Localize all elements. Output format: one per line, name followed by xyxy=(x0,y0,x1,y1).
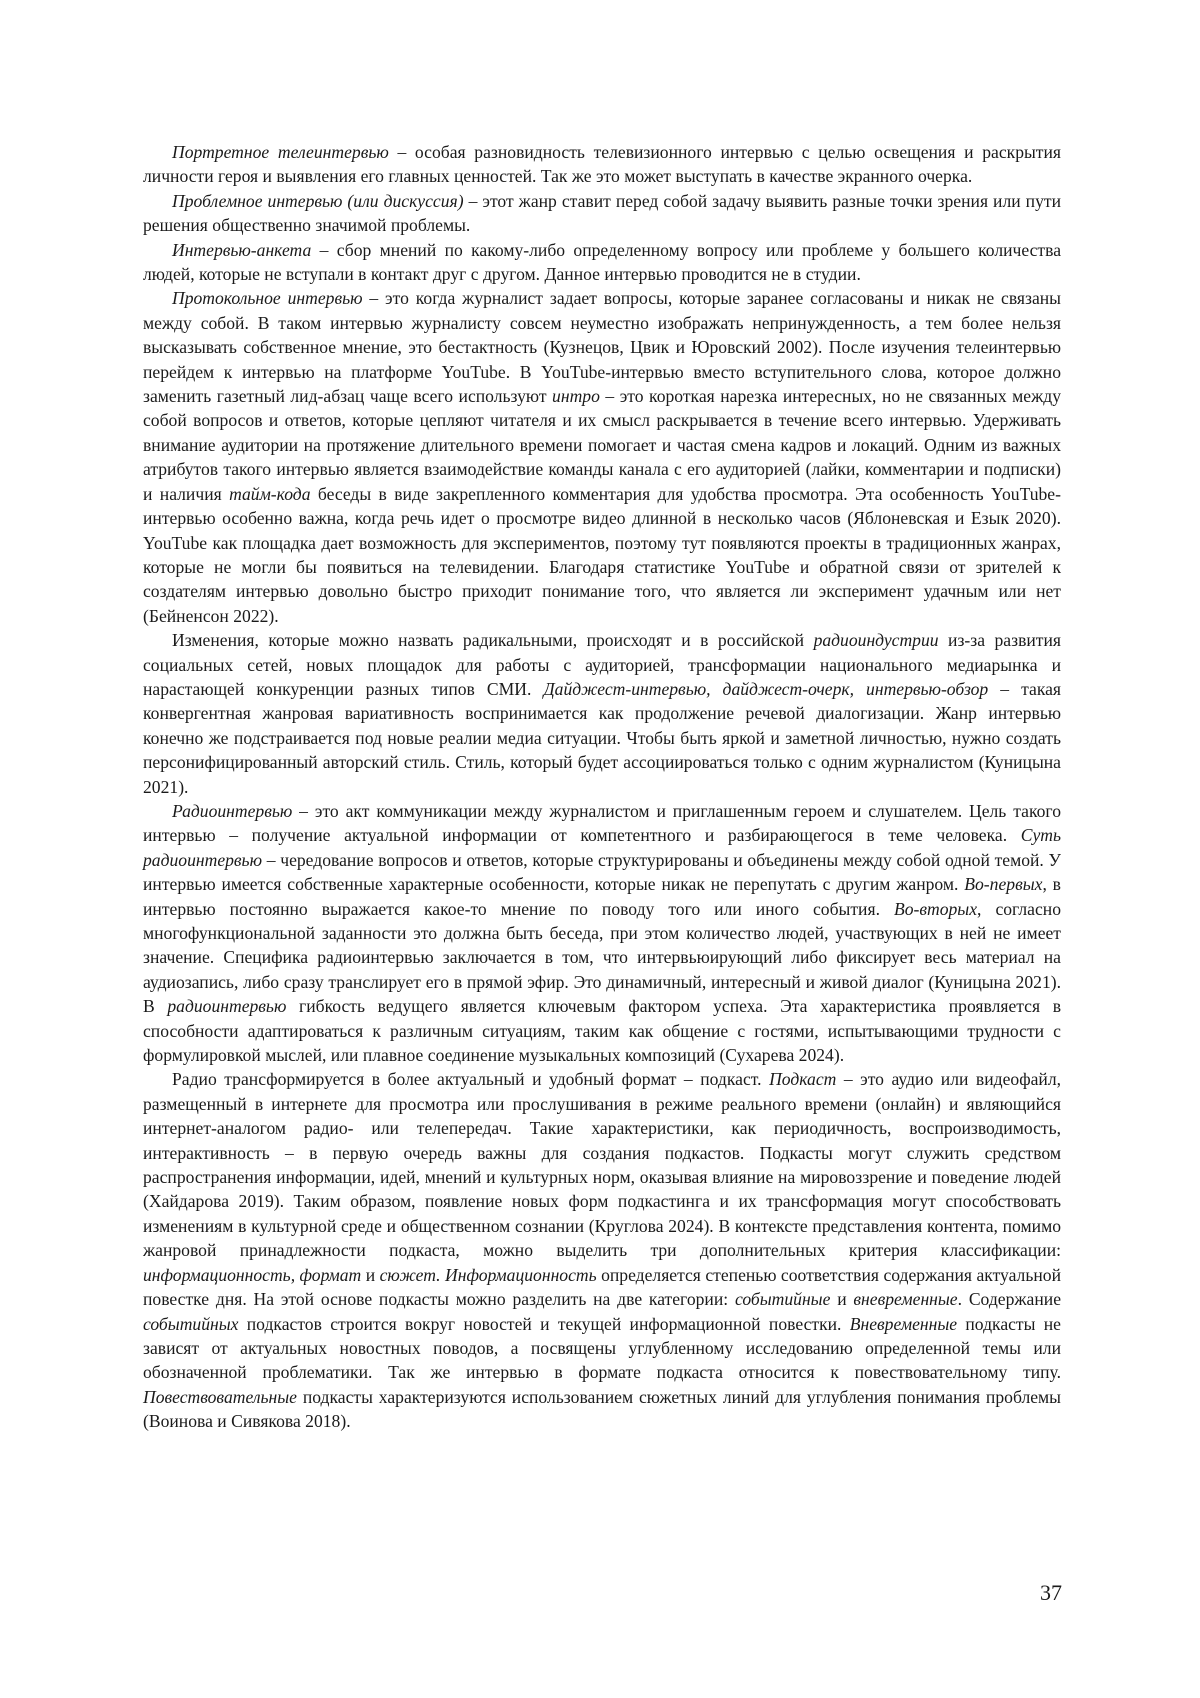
text-run: подкастов строится вокруг новостей и текущей информационной повестки. xyxy=(238,1313,850,1334)
page-body xyxy=(143,140,1061,1434)
text-run: – сбор мнений по какому-либо определенному вопросу или проблеме у большего количества людей, которые не вступали в контакт друг с другом. Данное интервью проводится не в студии. xyxy=(143,239,1061,285)
paragraph-radio-industry xyxy=(143,628,1061,799)
text-run: гибкость ведущего является ключевым фактором успеха. Эта характеристика проявляется в способности адаптироваться к различным ситуациям, таким как общение с гостями, испытывающими трудности с формулировкой мыслей, или плавное соединение музыкальных композиций (Сухарева 2024). xyxy=(143,996,1061,1066)
italic-term: радиоиндустрии xyxy=(813,630,939,651)
paragraph-portrait-interview xyxy=(143,140,1061,189)
italic-term: интро xyxy=(552,386,600,407)
text-run: – особая разновидность телевизионного интервью с целью освещения и раскрытия личности героя и выявления его главных ценностей. Так же это может выступать в качестве экранного очерка. xyxy=(143,142,1062,187)
paragraph-podcast xyxy=(143,1067,1061,1433)
text-run: и xyxy=(361,1264,380,1285)
paragraph-radio-interview xyxy=(143,799,1061,1067)
text-run: – этот жанр ставит перед собой задачу выявить разные точки зрения или пути решения общественно значимой проблемы. xyxy=(143,190,1061,236)
text-run: и xyxy=(830,1289,854,1310)
italic-term: Проблемное интервью (или дискуссия) xyxy=(172,190,464,211)
text-run: – чередование вопросов и ответов, которые структурированы и объединены между собой одной темой. У интервью имеется собственные характерные особенности, которые никак не перепутать с другим жанром. xyxy=(143,849,1061,895)
italic-term: Портретное телеинтервью xyxy=(172,142,389,162)
text-run: подкасты не зависят от актуальных новостных поводов, а посвящены углубленному исследованию определенной темы или обозначенной проблематики. Так же интервью в формате подкаста относится к повествовательному типу. xyxy=(143,1313,1061,1383)
text-run: – это когда журналист задает вопросы, которые заранее согласованы и никак не связаны между собой. В таком интервью журналисту совсем неуместно изображать непринужденность, а тем более нельзя высказывать собственное мнение, это бестактность (Кузнецов, Цвик и Юровский 2002). После изучения телеинтервью перейдем к интервью на платформе YouTube. В YouTube-интервью вместо вступительного слова, которое должно заменить газетный лид-абзац чаще всего используют xyxy=(143,288,1062,407)
italic-term: событийных xyxy=(143,1313,239,1334)
italic-term: Повествовательные xyxy=(143,1386,297,1407)
italic-term: информационность, формат xyxy=(143,1264,362,1285)
italic-term: сюжет. Информационность xyxy=(379,1264,597,1285)
text-run: Изменения, которые можно назвать радикальными, происходят и в российской xyxy=(172,630,814,651)
text-run: определяется степенью соответствия содержания актуальной повестке дня. На этой основе подкасты можно разделить на две категории: xyxy=(143,1264,1061,1310)
italic-term: Интервью-анкета xyxy=(172,239,312,260)
text-run: – такая конвергентная жанровая вариативность воспринимается как продолжение речевой диалогизации. Жанр интервью конечно же подстраивается под новые реалии медиа ситуации. Чтобы быть яркой и заметной личностью, нужно создать персонифицированный авторский стиль. Стиль, который будет ассоциироваться только с одним журналистом (Куницына 2021). xyxy=(143,678,1062,797)
paragraph-protocol-interview xyxy=(143,286,1061,628)
text-run: – это короткая нарезка интересных, но не связанных между собой вопросов и ответов, которые цепляют читателя и их смысл раскрывается в течение всего интервью. Удерживать внимание аудитории на протяжение длительного времени помогает и частая смена кадров и локаций. Одним из важных атрибутов такого интервью является взаимодействие команды канала с его аудиторией (лайки, комментарии и подписки) и наличия xyxy=(143,386,1061,504)
text-run: Радио трансформируется в более актуальный и удобный формат – подкаст. xyxy=(172,1069,770,1090)
italic-term: Во-первых xyxy=(964,874,1043,895)
italic-term: радиоинтервью xyxy=(167,996,287,1017)
italic-term: Протокольное интервью xyxy=(172,288,363,309)
italic-term: тайм-кода xyxy=(229,483,311,504)
italic-term: Дайджест-интервью, дайджест-очерк, интервью-обзор xyxy=(543,678,989,699)
text-run: . Содержание xyxy=(957,1289,1062,1310)
text-run: беседы в виде закрепленного комментария для удобства просмотра. Эта особенность YouTube- интервью особенно важна, когда речь идет о просмотре видео длинной в несколько часов (Яблоневская и Езык 2020). YouTube как площадка дает возможность для экспериментов, поэтому тут появляются проекты в традиционных жанрах, которые не могли бы появиться на телевидении. Благодаря статистике YouTube и обратной связи от зрителей к создателям интервью довольно быстро приходит понимание того, что является ли эксперимент удачным или нет (Бейненсон 2022). xyxy=(143,483,1061,626)
italic-term: Во-вторых xyxy=(893,898,978,919)
text-run: – это аудио или видеофайл, размещенный в интернете для просмотра или прослушивания в режиме реального времени (онлайн) и являющийся интернет-аналогом радио- или телепередач. Такие характеристики, как периодичность, воспроизводимость, интерактивность – в первую очередь важны для создания подкастов. Подкасты могут служить средством распространения информации, идей, мнений и культурных норм, оказывая влияние на мировоззрение и поведение людей (Хайдарова 2019). Таким образом, появление новых форм подкастинга и их трансформация могут способствовать изменениям в культурной среде и общественном сознании (Круглова 2024). В контексте представления контента, помимо жанровой принадлежности подкаста, можно выделить три дополнительных критерия классификации: xyxy=(143,1069,1061,1261)
text-run: – это акт коммуникации между журналистом и приглашенным героем и слушателем. Цель такого интервью – получение актуальной информации от компетентного и разбирающегося в теме человека. xyxy=(143,800,1061,846)
text-run: , согласно многофункциональной заданности это должна быть беседа, при этом количество людей, участвующих в ней не имеет значение. Специфика радиоинтервью заключается в том, что интервьюирующий либо фиксирует весь материал на аудиозапись, либо сразу транслирует его в прямой эфир. Это динамичный, интересный и живой диалог (Куницына 2021). В xyxy=(143,898,1061,1017)
paragraph-interview-questionnaire xyxy=(143,238,1061,287)
italic-term: событийные xyxy=(734,1289,831,1310)
text-run: подкасты характеризуются использованием сюжетных линий для углубления понимания проблемы (Воинова и Сивякова 2018). xyxy=(143,1386,1061,1432)
italic-term: Суть радиоинтервью xyxy=(143,825,1061,870)
paragraph-problem-interview xyxy=(143,189,1061,238)
text-run: из-за развития социальных сетей, новых площадок для работы с аудиторией, трансформации национального медиарынка и нарастающей конкуренции разных типов СМИ. xyxy=(143,630,1061,699)
italic-term: Вневременные xyxy=(849,1313,958,1334)
italic-term: Подкаст xyxy=(769,1069,837,1090)
page-number: 37 xyxy=(1040,1580,1062,1605)
italic-term: Радиоинтервью xyxy=(172,800,293,821)
italic-term: вневременные xyxy=(853,1289,958,1310)
text-run: , в интервью постоянно выражается какое-то мнение по поводу того или иного события. xyxy=(143,874,1061,919)
